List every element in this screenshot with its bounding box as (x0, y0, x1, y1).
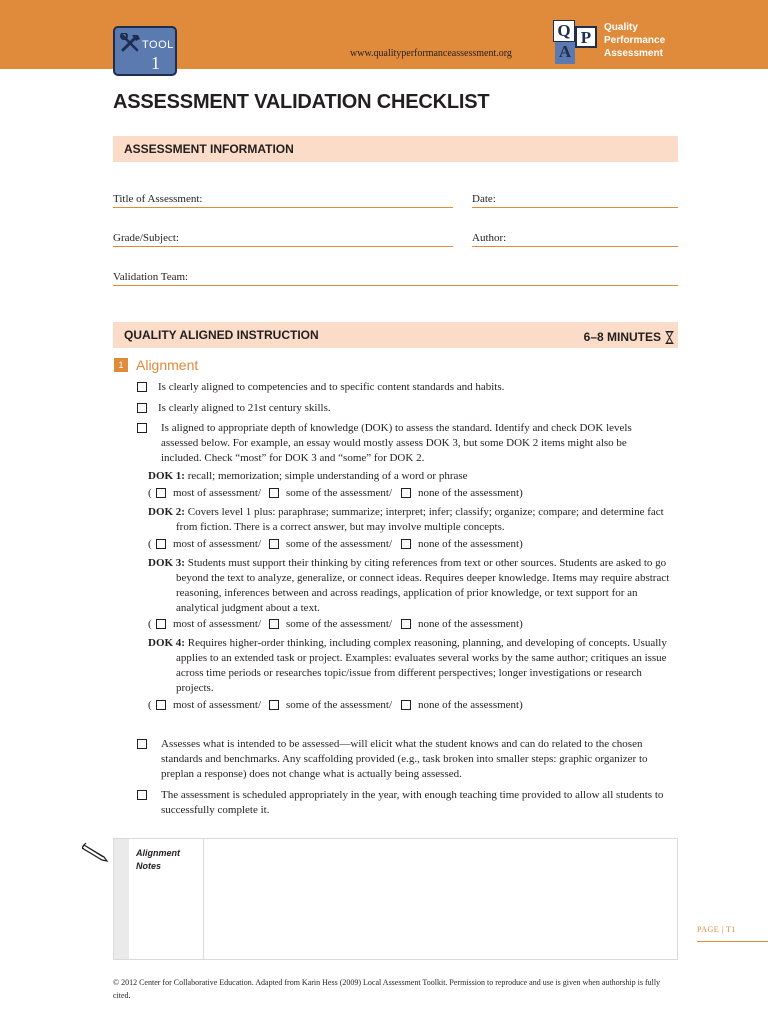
duration (584, 330, 674, 344)
dok-1 (148, 469, 678, 484)
page-number: PAGE | T1 (697, 925, 736, 934)
alignment-notes-input[interactable] (204, 839, 677, 959)
item-assesses-intended: Assesses what is intended to be assessed—will elicit what the student knows and can do related to the chosen standards and benchmarks. Any scaffolding provided (e.g., task broken into smaller steps: graphic organizer to preplan a response) does not change what is actually being assessed. (161, 738, 648, 780)
dok-2-text: Covers level 1 plus: paraphrase; summarize; interpret; infer; classify; organize; compare; and determine fact from fiction. There is a correct answer, but may involve multiple concepts. (176, 506, 664, 533)
dok-3-choices (148, 618, 548, 632)
dok-3 (148, 556, 680, 616)
author-field[interactable] (472, 246, 678, 247)
author-label: Author: (472, 232, 507, 244)
choice-none: none of the assessment) (418, 618, 523, 630)
choice-none: none of the assessment) (418, 487, 523, 499)
dok-2-none-checkbox[interactable] (401, 539, 411, 549)
grade-subject-field[interactable] (113, 246, 453, 247)
logo-line-performance: Performance (604, 35, 666, 46)
item-scheduled: The assessment is scheduled appropriately in the year, with enough teaching time provided to allow all students to successfully complete it. (161, 789, 664, 816)
page-number-rule (697, 941, 768, 942)
notes-label (136, 847, 180, 873)
duration-text: 6–8 MINUTES (583, 330, 661, 344)
notes-margin (114, 839, 129, 959)
dok-4 (148, 636, 668, 696)
checkbox-competencies[interactable] (137, 382, 147, 392)
dok-2-most-checkbox[interactable] (156, 539, 166, 549)
item-21st-century: Is clearly aligned to 21st century skills. (158, 402, 331, 414)
dok-4-text: Requires higher-order thinking, including complex reasoning, planning, and developing of concepts. Usually applies to an extended task or project. Examples: evaluates several works by the same author; critiques an issue across time periods or researches topic/issue from different perspectives; longer investigations or research projects. (176, 637, 667, 694)
qpa-logo (553, 20, 599, 64)
validation-team-field[interactable] (113, 285, 678, 286)
checkbox-21st-century[interactable] (137, 403, 147, 413)
logo-wordmark (604, 21, 665, 60)
choice-some: some of the assessment/ (286, 618, 393, 630)
criterion-number: 1 (114, 358, 128, 372)
choice-some: some of the assessment/ (286, 487, 393, 499)
notes-label-line-1: Alignment (136, 848, 180, 858)
dok-3-label: DOK 3: (148, 557, 185, 569)
section-assessment-info (113, 136, 678, 162)
alignment-notes-box (113, 838, 678, 960)
dok-2-some-checkbox[interactable] (269, 539, 279, 549)
item-competencies: Is clearly aligned to competencies and to specific content standards and habits. (158, 381, 505, 393)
tool-number: 1 (151, 53, 160, 73)
dok-1-some-checkbox[interactable] (269, 488, 279, 498)
choice-most: most of assessment/ (173, 538, 261, 550)
checkbox-scheduled[interactable] (137, 790, 147, 800)
choice-none: none of the assessment) (418, 538, 523, 550)
website-url[interactable]: www.qualityperformanceassessment.org (350, 48, 512, 59)
choice-open: ( (148, 538, 152, 550)
dok-2-label: DOK 2: (148, 506, 185, 518)
section-heading: ASSESSMENT INFORMATION (124, 142, 294, 156)
choice-some: some of the assessment/ (286, 699, 393, 711)
tool-badge (113, 26, 177, 76)
checkbox-assesses-intended[interactable] (137, 739, 147, 749)
section-quality-aligned-instruction (113, 322, 678, 348)
choice-open: ( (148, 618, 152, 630)
page-title: ASSESSMENT VALIDATION CHECKLIST (113, 91, 490, 113)
grade-subject-label: Grade/Subject: (113, 232, 179, 244)
dok-1-label: DOK 1: (148, 470, 185, 482)
dok-3-text: Students must support their thinking by citing references from text or other sources. Students are asked to go beyond the text to analyze, generalize, or connect ideas. Requires deeper knowledge. Items may require abstract reasoning, inferences between and across readings, application of prior knowledge, or text support for an analytical judgment about a text. (176, 557, 670, 614)
title-of-assessment-field[interactable] (113, 207, 453, 208)
logo-letter-p: P (575, 26, 597, 48)
dok-3-most-checkbox[interactable] (156, 619, 166, 629)
item-dok: Is aligned to appropriate depth of knowledge (DOK) to assess the standard. Identify and check DOK levels assessed below. For example, an essay would mostly assess DOK 3, but some DOK 2 items might also be included. Check “most” for DOK 3 and “some” for DOK 2. (161, 422, 632, 464)
choice-open: ( (148, 487, 152, 499)
pencil-icon (82, 842, 110, 862)
dok-4-choices (148, 699, 548, 713)
dok-1-text: recall; memorization; simple understanding of a word or phrase (184, 470, 468, 482)
dok-4-some-checkbox[interactable] (269, 700, 279, 710)
choice-some: some of the assessment/ (286, 538, 393, 550)
copyright-footer: © 2012 Center for Collaborative Education. Adapted from Karin Hess (2009) Local Assessment Toolkit. Permission to reproduce and use is given when authorship is fully cited. (113, 978, 661, 1000)
tool-label: TOOL (142, 39, 174, 51)
dok-2-choices (148, 538, 548, 552)
dok-4-most-checkbox[interactable] (156, 700, 166, 710)
title-of-assessment-label: Title of Assessment: (113, 193, 203, 205)
dok-1-none-checkbox[interactable] (401, 488, 411, 498)
dok-1-choices (148, 487, 548, 501)
logo-letter-a: A (555, 42, 575, 64)
date-label: Date: (472, 193, 496, 205)
dok-1-most-checkbox[interactable] (156, 488, 166, 498)
logo-line-quality: Quality (604, 22, 638, 33)
logo-letter-q: Q (553, 20, 575, 42)
validation-team-label: Validation Team: (113, 271, 189, 283)
criterion-title: Alignment (136, 357, 199, 373)
choice-most: most of assessment/ (173, 699, 261, 711)
logo-line-assessment: Assessment (604, 48, 663, 59)
date-field[interactable] (472, 207, 678, 208)
section-heading: QUALITY ALIGNED INSTRUCTION (124, 328, 319, 342)
dok-3-none-checkbox[interactable] (401, 619, 411, 629)
dok-4-none-checkbox[interactable] (401, 700, 411, 710)
notes-label-line-2: Notes (136, 861, 162, 871)
dok-3-some-checkbox[interactable] (269, 619, 279, 629)
choice-none: none of the assessment) (418, 699, 523, 711)
choice-open: ( (148, 699, 152, 711)
hourglass-icon (665, 331, 674, 344)
dok-4-label: DOK 4: (148, 637, 185, 649)
checkbox-dok[interactable] (137, 423, 147, 433)
choice-most: most of assessment/ (173, 618, 261, 630)
tools-icon (120, 33, 142, 53)
choice-most: most of assessment/ (173, 487, 261, 499)
dok-2 (148, 505, 668, 535)
